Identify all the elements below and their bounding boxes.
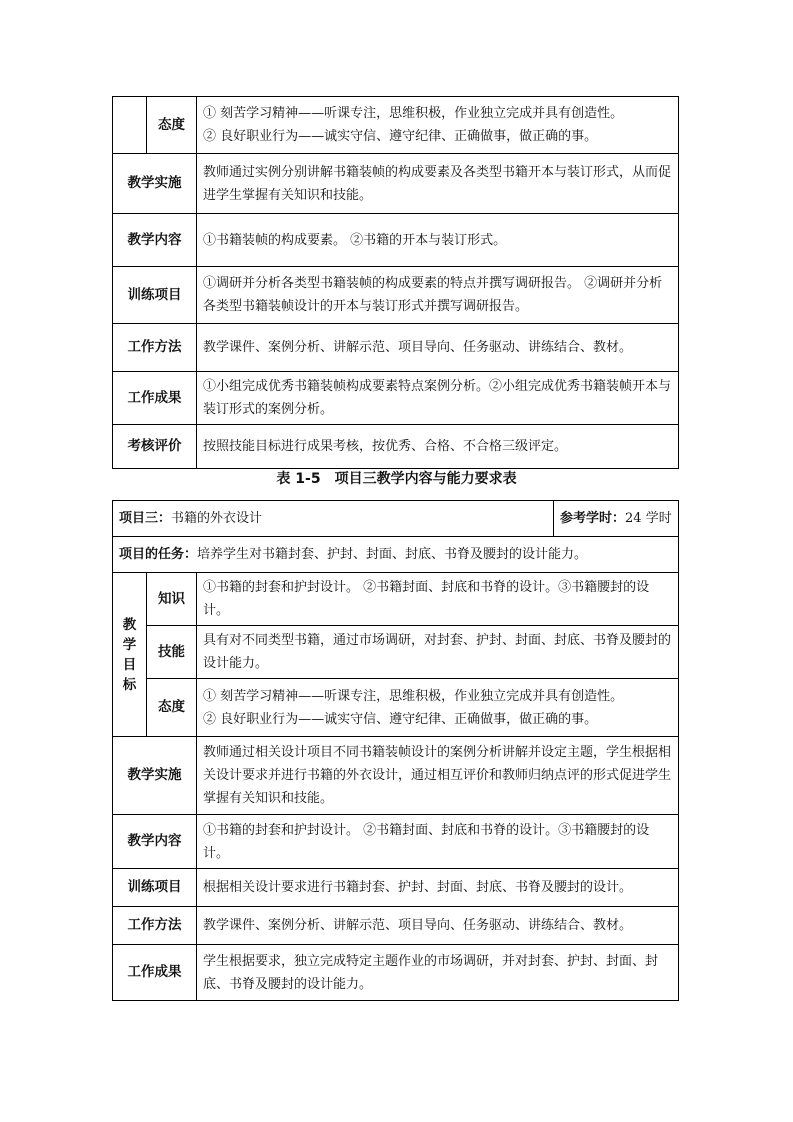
goals-merged-cell: [113, 97, 147, 154]
row-value: 教师通过相关设计项目不同书籍装帧设计的案例分析讲解并设定主题，学生根据相关设计要求并进行书籍的外衣设计，通过相互评价和教师归纳点评的形式促进学生掌握有关知识和技能。: [197, 737, 679, 815]
table-row: [113, 626, 679, 679]
attitude-label: 态度: [147, 679, 197, 737]
row-label: 训练项目: [113, 869, 197, 907]
row-label: 教学实施: [113, 737, 197, 815]
row-label: 工作成果: [113, 372, 197, 425]
project-label: 项目三：: [119, 511, 172, 526]
row-value: 教师通过实例分别讲解书籍装帧的构成要素及各类型书籍开本与装订形式，从而促进学生掌握有关知识和技能。: [197, 154, 679, 214]
row-label: 教学实施: [113, 154, 197, 214]
table-caption: 表 1-5 项目三教学内容与能力要求表: [276, 471, 517, 487]
row-label: 工作成果: [113, 945, 197, 1001]
goals-char: 教: [122, 616, 137, 633]
row-value: ①书籍装帧的构成要素。 ②书籍的开本与装订形式。: [197, 214, 679, 267]
attitude-line-1: ① 刻苦学习精神——听课专注，思维积极，作业独立完成并具有创造性。: [203, 688, 624, 704]
task-label: 项目的任务：: [119, 547, 198, 562]
table-row: [113, 501, 679, 537]
row-value: 教学课件、案例分析、讲解示范、项目导向、任务驱动、讲练结合、教材。: [197, 324, 679, 372]
row-value: 学生根据要求，独立完成特定主题作业的市场调研，并对封套、护封、封面、封底、书脊及腰封的设计能力。: [197, 945, 679, 1001]
table-row: [113, 154, 679, 214]
attitude-value: [197, 97, 679, 154]
table-row: [113, 573, 679, 626]
row-label: 考核评价: [113, 425, 197, 469]
goals-char: 标: [122, 676, 137, 693]
task-cell: [113, 537, 679, 573]
attitude-line-1: ① 刻苦学习精神——听课专注，思维积极，作业独立完成并具有创造性。: [203, 106, 624, 121]
table-project-three: [112, 500, 679, 1001]
row-value: 教学课件、案例分析、讲解示范、项目导向、任务驱动、讲练结合、教材。: [197, 907, 679, 945]
row-value: ①小组完成优秀书籍装帧构成要素特点案例分析。②小组完成优秀书籍装帧开本与装订形式的案例分析。: [197, 372, 679, 425]
attitude-line-2: ② 良好职业行为——诚实守信、遵守纪律、正确做事，做正确的事。: [203, 129, 598, 144]
hours-label: 参考学时：: [560, 511, 626, 526]
project-title-cell: [113, 501, 554, 537]
table-row: [113, 737, 679, 815]
table-row: [113, 537, 679, 573]
hours-cell: [554, 501, 679, 537]
row-value: ①调研并分析各类型书籍装帧的构成要素的特点并撰写调研报告。 ②调研并分析各类型书籍装帧设计的开本与装订形式并撰写调研报告。: [197, 267, 679, 324]
table-row: [113, 869, 679, 907]
row-label: 教学内容: [113, 214, 197, 267]
attitude-value: [197, 679, 679, 737]
table-row: [113, 267, 679, 324]
table-row: [113, 372, 679, 425]
table-row: [113, 945, 679, 1001]
knowledge-value: ①书籍的封套和护封设计。 ②书籍封面、封底和书脊的设计。③书籍腰封的设计。: [197, 573, 679, 626]
table-row: [113, 907, 679, 945]
knowledge-label: 知识: [147, 573, 197, 626]
row-label: 教学内容: [113, 815, 197, 869]
table-row: [113, 425, 679, 469]
table-row: [113, 97, 679, 154]
row-label: 工作方法: [113, 907, 197, 945]
table-project-two-continued: [112, 96, 679, 469]
table-row: [113, 679, 679, 737]
row-value: 根据相关设计要求进行书籍封套、护封、封面、封底、书脊及腰封的设计。: [197, 869, 679, 907]
row-value: 按照技能目标进行成果考核，按优秀、合格、不合格三级评定。: [197, 425, 679, 469]
attitude-label: 态度: [147, 97, 197, 154]
row-label: 工作方法: [113, 324, 197, 372]
table-row: [113, 815, 679, 869]
table-row: [113, 324, 679, 372]
goals-char: 学: [122, 636, 137, 653]
teaching-goals-label: [113, 573, 147, 737]
goals-char: 目: [122, 656, 137, 673]
project-value: 书籍的外衣设计: [171, 511, 263, 526]
attitude-line-2: ② 良好职业行为——诚实守信、遵守纪律、正确做事，做正确的事。: [203, 711, 598, 727]
row-label: 训练项目: [113, 267, 197, 324]
hours-value: 24 学时: [625, 511, 672, 526]
row-value: ①书籍的封套和护封设计。 ②书籍封面、封底和书脊的设计。③书籍腰封的设计。: [197, 815, 679, 869]
task-value: 培养学生对书籍封套、护封、封面、封底、书脊及腰封的设计能力。: [197, 547, 588, 562]
skill-value: 具有对不同类型书籍，通过市场调研，对封套、护封、封面、封底、书脊及腰封的设计能力。: [197, 626, 679, 679]
table-row: [113, 214, 679, 267]
skill-label: 技能: [147, 626, 197, 679]
